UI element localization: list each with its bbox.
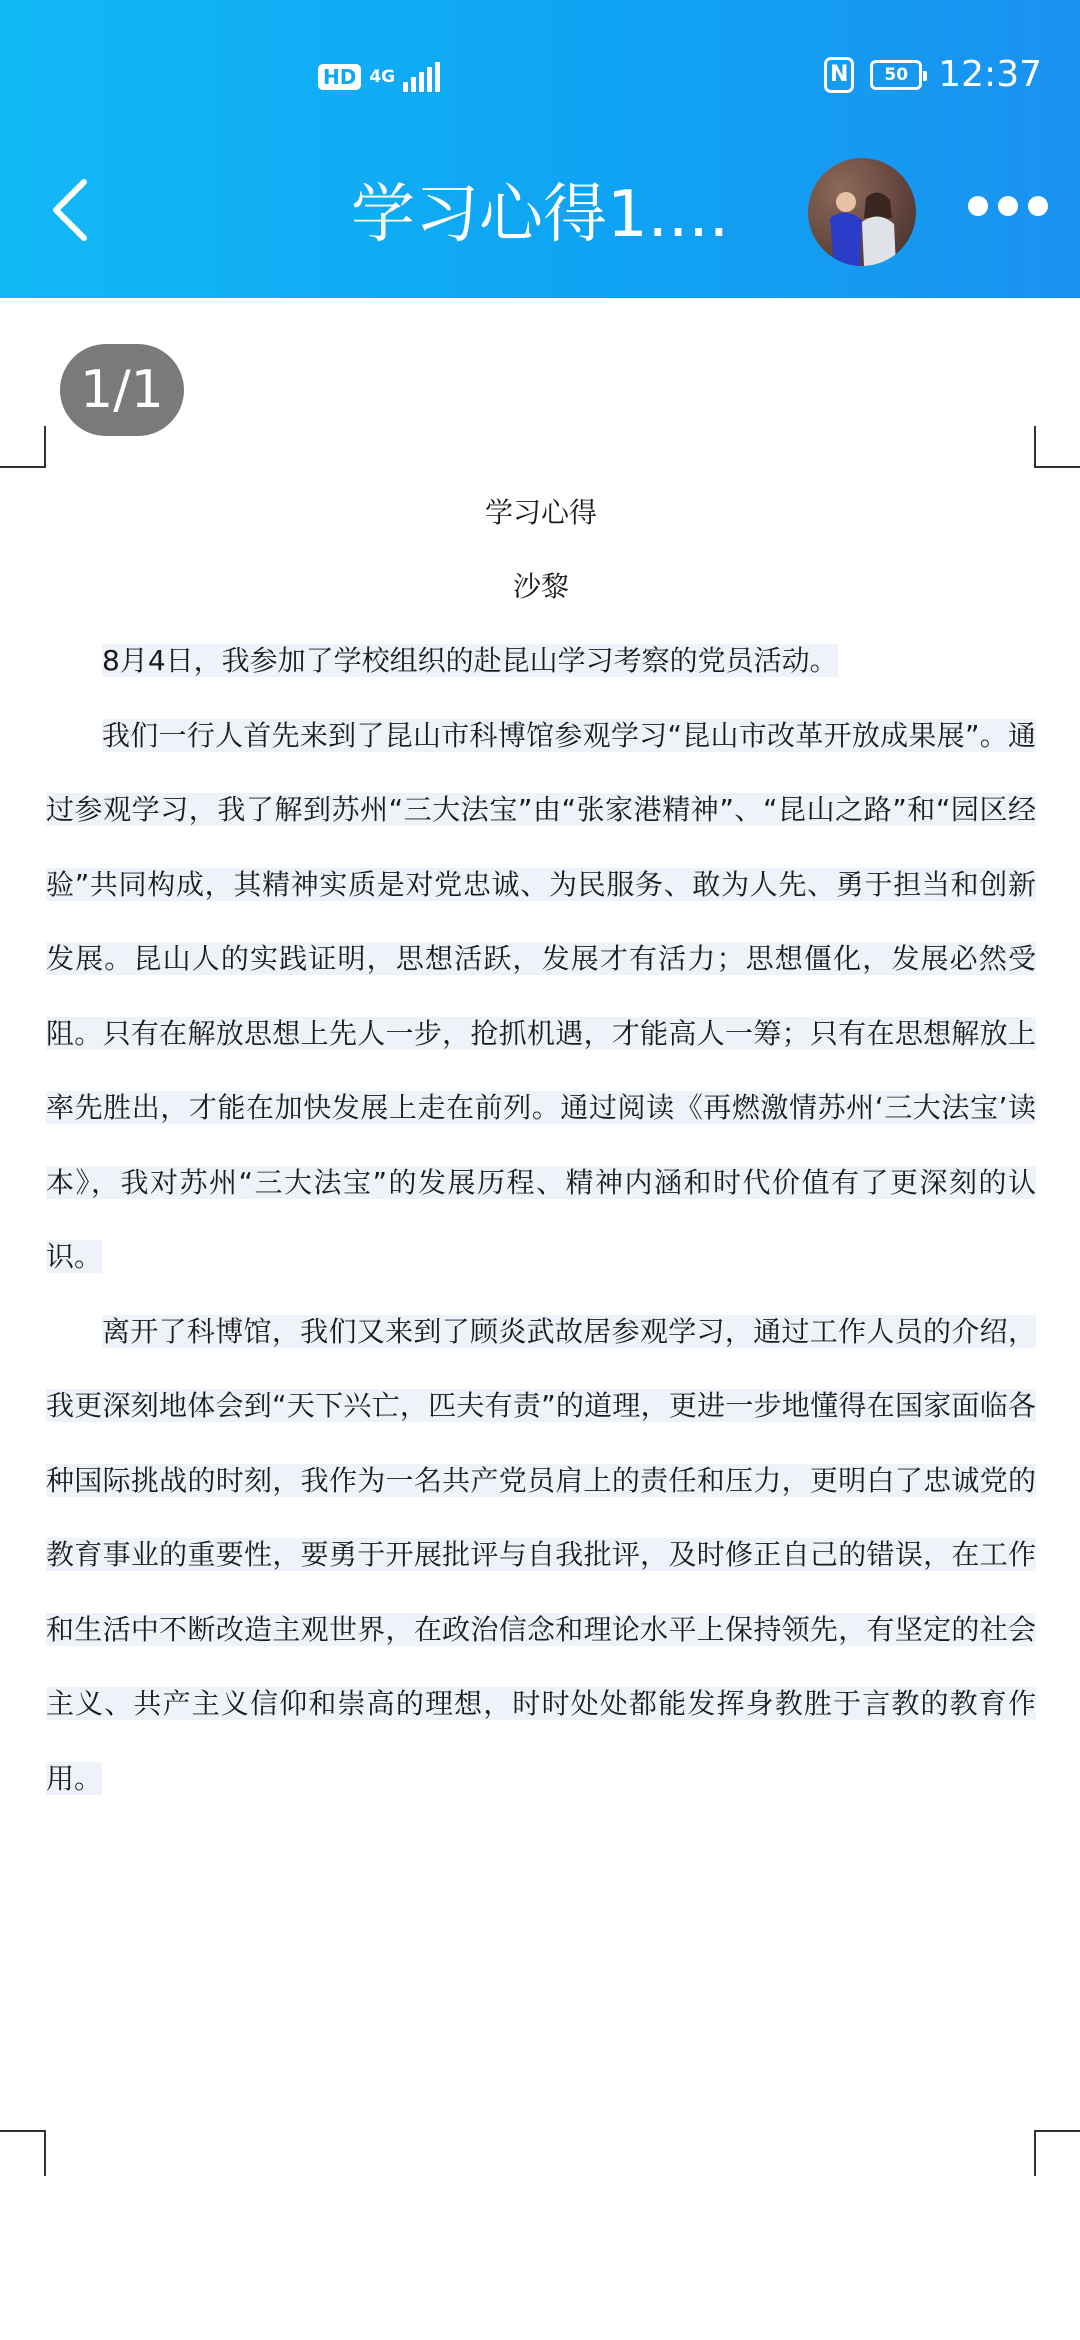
status-time: 12:37	[938, 54, 1042, 95]
back-button[interactable]	[50, 170, 110, 250]
more-button[interactable]	[968, 196, 1048, 216]
paragraph-text: 我们一行人首先来到了昆山市科博馆参观学习“昆山市改革开放成果展”。通过参观学习，我了解到苏州“三大法宝”由“张家港精神”、“昆山之路”和“园区经验”共同构成，其精神实质是对党忠诚、为民服务、敢为人先、勇于担当和创新发展。昆山人的实践证明，思想活跃，发展才有活力；思想僵化，发展必然受阻。只有在解放思想上先人一步，抢抓机遇，才能高人一筹；只有在思想解放上率先胜出，才能在加快发展上走在前列。通过阅读《再燃激情苏州‘三大法宝’读本》，我对苏州“三大法宝”的发展历程、精神内涵和时代价值有了更深刻的认识。	[46, 718, 1036, 1273]
battery-icon: 50	[870, 60, 922, 90]
hd-icon: HD	[318, 64, 361, 90]
avatar[interactable]	[808, 158, 916, 266]
paragraph	[46, 624, 1036, 699]
crop-mark	[1034, 2130, 1036, 2176]
crop-mark	[0, 466, 45, 468]
crop-mark	[1036, 2130, 1080, 2132]
status-right	[824, 54, 1042, 95]
chevron-left-icon	[50, 178, 90, 242]
document-page	[46, 476, 1036, 1816]
page-indicator: 1/1	[60, 344, 184, 436]
crop-mark	[44, 2130, 46, 2176]
signal-icon	[403, 62, 440, 92]
more-dots-icon	[968, 196, 988, 216]
page-title: 学习心得1....	[350, 178, 730, 252]
document-author: 沙黎	[512, 570, 569, 603]
nfc-icon: N	[824, 57, 854, 93]
paragraph	[46, 699, 1036, 1295]
document-title: 学习心得	[484, 496, 597, 529]
crop-mark	[1034, 426, 1036, 468]
status-network	[318, 62, 440, 92]
network-type: 4G	[369, 66, 396, 87]
app-header	[0, 0, 1080, 298]
paragraph	[46, 1295, 1036, 1817]
crop-mark	[1036, 466, 1080, 468]
paragraph-text: 离开了科博馆，我们又来到了顾炎武故居参观学习，通过工作人员的介绍，我更深刻地体会到“天下兴亡，匹夫有责”的道理，更进一步地懂得在国家面临各种国际挑战的时刻，我作为一名共产党员肩上的责任和压力，更明白了忠诚党的教育事业的重要性，要勇于开展批评与自我批评，及时修正自己的错误，在工作和生活中不断改造主观世界，在政治信念和理论水平上保持领先，有坚定的社会主义、共产主义信仰和崇高的理想，时时处处都能发挥身教胜于言教的教育作用。	[46, 1314, 1036, 1795]
crop-mark	[44, 426, 46, 468]
avatar-photo	[808, 158, 916, 266]
crop-mark	[0, 2130, 45, 2132]
paragraph-text: 8月4日，我参加了学校组织的赴昆山学习考察的党员活动。	[102, 644, 838, 677]
